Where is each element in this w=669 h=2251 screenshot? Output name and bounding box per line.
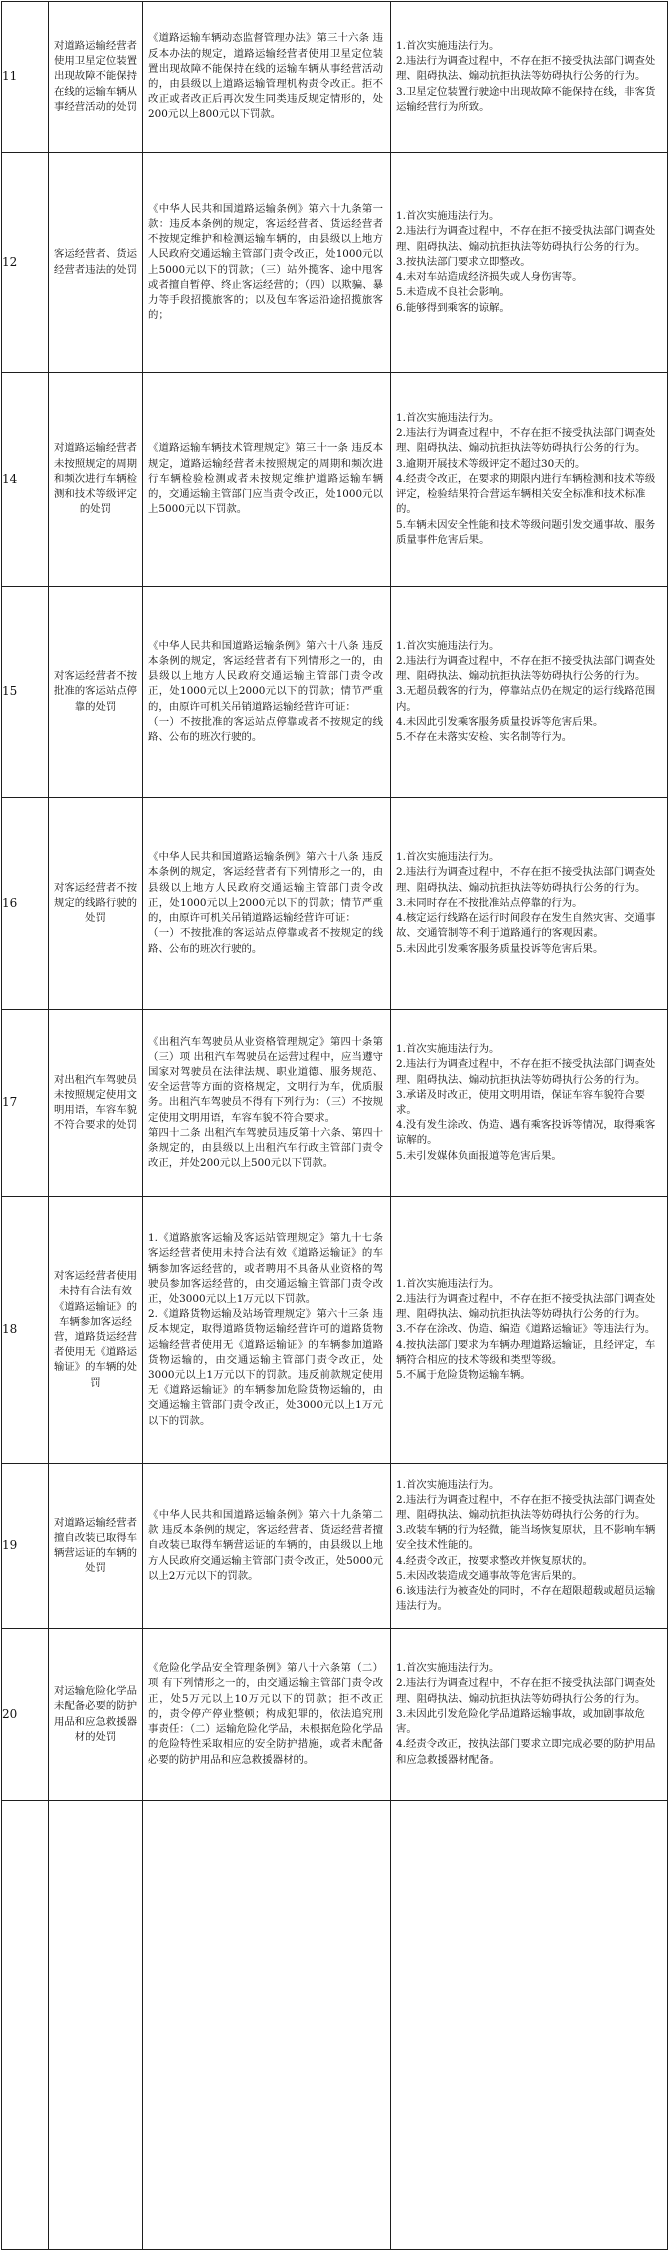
row-number-text: 11 <box>2 69 18 84</box>
violation-item-text: 对客运经营者不按规定的线路行驶的处罚 <box>53 881 138 925</box>
violation-item <box>49 587 143 797</box>
violation-item <box>49 1010 143 1196</box>
row-number-text: 12 <box>2 254 18 269</box>
table-row <box>1 1197 668 1464</box>
penalty-table <box>1 1 668 2250</box>
exemption-conditions-text: 1.首次实施违法行为。 2.违法行为调查过程中，不存在拒不接受执法部门调查处理、阻碍执法、煽动抗拒执法等妨碍执行公务的行为。 3.改装车辆的行为轻微，能当场恢复原状，且不影响车辆安全技术性能的。 4.经责令改正，按要求整改并恢复原状的。 5.未因改装造成交通事故等危害后果的。 6.该违法行为被查处的同时，不存在超限超载或超员运输违法行为。 <box>396 1478 656 1613</box>
table-row <box>1 373 668 587</box>
exemption-conditions <box>391 587 668 797</box>
table-row <box>1 798 668 1010</box>
legal-basis-text: 《出租汽车驾驶员从业资格管理规定》第四十条第（三）项 出租汽车驾驶员在运营过程中，应当遵守国家对驾驶员在法律法规、职业道德、服务规范、安全运营等方面的资格规定，文明行为车，优质服务。出租汽车驾驶员不得有下列行为：（三）不按规定使用文明用语，车容车貌不符合要求。 第四十二条 出租汽车驾驶员违反第十六条、第四十条规定的，由县级以上出租汽车行政主管部门责令改正，并处200元以上500元以下罚款。 <box>148 1035 383 1170</box>
exemption-conditions-text: 1.首次实施违法行为。 2.违法行为调查过程中，不存在拒不接受执法部门调查处理、阻碍执法、煽动抗拒执法等妨碍执行公务的行为。 3.承诺及时改正，使用文明用语，保证车容车貌符合要求。 4.没有发生涂改、伪造、遇有乘客投诉等情况，取得乘客谅解的。 5.未引发媒体负面报道等危害后果。 <box>396 1043 656 1162</box>
exemption-conditions-text: 1.首次实施违法行为。 2.违法行为调查过程中，不存在拒不接受执法部门调查处理、阻碍执法、煽动抗拒执法等妨碍执行公务的行为。 3.按执法部门要求立即整改。 4.未对车站造成经济损失或人身伤害等。 5.未造成不良社会影响。 6.能够得到乘客的谅解。 <box>396 210 656 314</box>
violation-item-text: 对道路运输经营者未按照规定的周期和频次进行车辆检测和技术等级评定的处罚 <box>53 442 138 516</box>
row-number <box>1 798 49 1009</box>
violation-item-text: 对出租汽车驾驶员未按照规定使用文明用语，车容车貌不符合要求的处罚 <box>53 1073 138 1132</box>
row-number-text: 19 <box>2 1538 18 1553</box>
exemption-conditions <box>391 1464 668 1628</box>
row-number-text: 18 <box>2 1322 18 1337</box>
legal-basis-text: 《危险化学品安全管理条例》第八十六条第（二）项 有下列情形之一的，由交通运输主管部门责令改正，处5万元以上10万元以下的罚款；拒不改正的，责令停产停业整顿；构成犯罪的，依法追究刑事责任：（二）运输危险化学品，未根据危险化学品的危险特性采取相应的安全防护措施，或者未配备必要的防护用品和应急救援器材的。 <box>148 1662 383 1766</box>
violation-item-text: 对道路运输经营者使用卫星定位装置出现故障不能保持在线的运输车辆从事经营活动的处罚 <box>53 39 138 113</box>
legal-basis <box>143 1464 391 1628</box>
table-row <box>1 153 668 373</box>
row-number-text: 16 <box>2 895 18 910</box>
legal-basis-text: 《中华人民共和国道路运输条例》第六十八条 违反本条例的规定，客运经营者有下列情形之一的，由县级以上地方人民政府交通运输主管部门责令改正，处1000元以上2000元以下的罚款；情节严重的，由原许可机关吊销道路运输经营许可证： （一）不按批准的客运站点停靠或者不按规定的线路、公布的班次行驶的。 <box>148 851 383 955</box>
legal-basis-text: 1.《道路旅客运输及客运站管理规定》第九十七条 客运经营者使用未持合法有效《道路运输证》的车辆参加客运经营的，或者聘用不具备从业资格的驾驶员参加客运经营的，由交通运输主管部门责令改正，处3000元以上1万元以下罚款。 2.《道路货物运输及站场管理规定》第六十三条 违反本规定，取得道路货物运输经营许可的道路货物运输经营者使用无《道路运输证》的车辆参加道路货物运输的，由交通运输主管部门责令改正，处3000元以上1万元以下的罚款。违反前款规定使用无《道路运输证》的车辆参加危险货物运输的，由交通运输主管部门责令改正，处3000元以上1万元以下的罚款。 <box>148 1232 383 1427</box>
violation-item <box>49 1197 143 1463</box>
row-number <box>1 373 49 586</box>
exemption-conditions <box>391 798 668 1009</box>
violation-item-text: 对客运经营者不按批准的客运站点停靠的处罚 <box>53 670 138 713</box>
legal-basis-text: 《中华人民共和国道路运输条例》第六十九条第二款 违反本条例的规定，客运经营者、货运经营者擅自改装已取得车辆营运证的车辆的，由县级以上地方人民政府交通运输主管部门责令改正，处5000元以上2万元以下的罚款。 <box>148 1508 383 1582</box>
legal-basis <box>143 1010 391 1196</box>
row-number-empty <box>1 1801 49 2249</box>
legal-basis-text: 《中华人民共和国道路运输条例》第六十八条 违反本条例的规定，客运经营者有下列情形之一的，由县级以上地方人民政府交通运输主管部门责令改正，处1000元以上2000元以下的罚款；情节严重的，由原许可机关吊销道路运输经营许可证： （一）不按批准的客运站点停靠或者不按规定的线路、公布的班次行驶的。 <box>148 639 383 743</box>
violation-item <box>49 1629 143 1800</box>
row-number <box>1 1464 49 1628</box>
exemption-conditions <box>391 153 668 372</box>
legal-basis <box>143 153 391 372</box>
legal-basis <box>143 1629 391 1800</box>
exemption-conditions <box>391 1197 668 1463</box>
exemption-conditions <box>391 2 668 152</box>
row-number <box>1 1629 49 1800</box>
exemption-conditions-text: 1.首次实施违法行为。 2.违法行为调查过程中，不存在拒不接受执法部门调查处理、阻碍执法、煽动抗拒执法等妨碍执行公务的行为。 3.未同时存在不按批准站点停靠的行为。 4.核定运行线路在运行时间段存在发生自然灾害、交通事故、交通管制等不利于道路通行的客观因素。 5.未因此引发乘客服务质量投诉等危害后果。 <box>396 851 656 955</box>
exemption-conditions-empty <box>391 1801 668 2249</box>
legal-basis <box>143 798 391 1009</box>
row-number <box>1 153 49 372</box>
row-number-text: 17 <box>2 1095 18 1110</box>
violation-item-text: 对客运经营者使用未持有合法有效《道路运输证》的车辆参加客运经营，道路货运经营者使用无《道路运输证》的车辆的处罚 <box>53 1270 138 1389</box>
violation-item-empty <box>49 1801 143 2249</box>
exemption-conditions-text: 1.首次实施违法行为。 2.违法行为调查过程中，不存在拒不接受执法部门调查处理、阻碍执法、煽动抗拒执法等妨碍执行公务的行为。 3.无超员载客的行为，停靠站点仍在规定的运行线路范围内。 4.未因此引发乘客服务质量投诉等危害后果。 5.不存在未落实安检、实名制等行为。 <box>396 639 656 743</box>
row-number <box>1 587 49 797</box>
exemption-conditions <box>391 1010 668 1196</box>
legal-basis-text: 《中华人民共和国道路运输条例》第六十九条第一款：违反本条例的规定，客运经营者、货运经营者不按规定维护和检测运输车辆的，由县级以上地方人民政府交通运输主管部门责令改正，处1000元以上5000元以下的罚款；（三）站外揽客、途中甩客或者擅自暂停、终止客运经营的；（四）以欺骗、暴力等手段招揽旅客的；以及包车客运沿途招揽旅客的； <box>148 202 383 322</box>
table-row <box>1 1 668 153</box>
violation-item <box>49 1464 143 1628</box>
row-number-text: 20 <box>2 1706 18 1721</box>
row-number-text: 14 <box>2 471 18 486</box>
exemption-conditions-text: 1.首次实施违法行为。 2.违法行为调查过程中，不存在拒不接受执法部门调查处理、阻碍执法、煽动抗拒执法等妨碍执行公务的行为。 3.不存在涂改、伪造、编造《道路运输证》等违法行为。 4.按执法部门要求为车辆办理道路运输证，且经评定，车辆符合相应的技术等级和类型等级。 5.不属于危险货物运输车辆。 <box>396 1277 656 1381</box>
exemption-conditions-text: 1.首次实施违法行为。 2.违法行为调查过程中，不存在拒不接受执法部门调查处理、阻碍执法、煽动抗拒执法等妨碍执行公务的行为。 3.逾期开展技术等级评定不超过30天的。 4.经责令改正，在要求的期限内进行车辆检测和技术等级评定，检验结果符合营运车辆相关安全标准和技术标准的。 5.车辆未因安全性能和技术等级问题引发交通事故、服务质量事件危害后果。 <box>396 412 656 546</box>
legal-basis-text: 《道路运输车辆技术管理规定》第三十一条 违反本规定，道路运输经营者未按照规定的周期和频次进行车辆检验检测或者未按规定维护道路运输车辆的，交通运输主管部门应当责令改正，处1000元以上5000元以下罚款。 <box>148 442 383 516</box>
table-row <box>1 1010 668 1197</box>
row-number <box>1 2 49 152</box>
row-number-text: 15 <box>2 684 18 699</box>
table-row <box>1 1629 668 1801</box>
exemption-conditions <box>391 373 668 586</box>
exemption-conditions-text: 1.首次实施违法行为。 2.违法行为调查过程中，不存在拒不接受执法部门调查处理、阻碍执法、煽动抗拒执法等妨碍执行公务的行为。 3.未因此引发危险化学品道路运输事故，或加剧事故危害。 4.经责令改正，按执法部门要求立即完成必要的防护用品和应急救援器材配备。 <box>396 1662 656 1766</box>
exemption-conditions <box>391 1629 668 1800</box>
violation-item <box>49 153 143 372</box>
row-number <box>1 1010 49 1196</box>
legal-basis <box>143 373 391 586</box>
legal-basis-empty <box>143 1801 391 2249</box>
violation-item-text: 对道路运输经营者擅自改装已取得车辆营运证的车辆的处罚 <box>53 1516 138 1575</box>
legal-basis <box>143 2 391 152</box>
row-number <box>1 1197 49 1463</box>
legal-basis <box>143 587 391 797</box>
violation-item <box>49 2 143 152</box>
table-row <box>1 1801 668 2250</box>
table-row <box>1 587 668 798</box>
violation-item <box>49 373 143 586</box>
violation-item-text: 对运输危险化学品未配备必要的防护用品和应急救援器材的处罚 <box>53 1685 138 1743</box>
legal-basis <box>143 1197 391 1463</box>
legal-basis-text: 《道路运输车辆动态监督管理办法》第三十六条 违反本办法的规定，道路运输经营者使用卫星定位装置出现故障不能保持在线的运输车辆从事经营活动的，由县级以上道路运输管理机构责令改正。拒不改正或者改正后再次发生同类违反规定情形的，处200元以上800元以下罚款。 <box>148 32 383 121</box>
violation-item-text: 客运经营者、货运经营者违法的处罚 <box>53 248 138 276</box>
violation-item <box>49 798 143 1009</box>
exemption-conditions-text: 1.首次实施违法行为。 2.违法行为调查过程中，不存在拒不接受执法部门调查处理、阻碍执法、煽动抗拒执法等妨碍执行公务的行为。 3.卫星定位装置行驶途中出现故障不能保持在线，非客货运输经营行为所致。 <box>396 39 656 113</box>
table-row <box>1 1464 668 1629</box>
